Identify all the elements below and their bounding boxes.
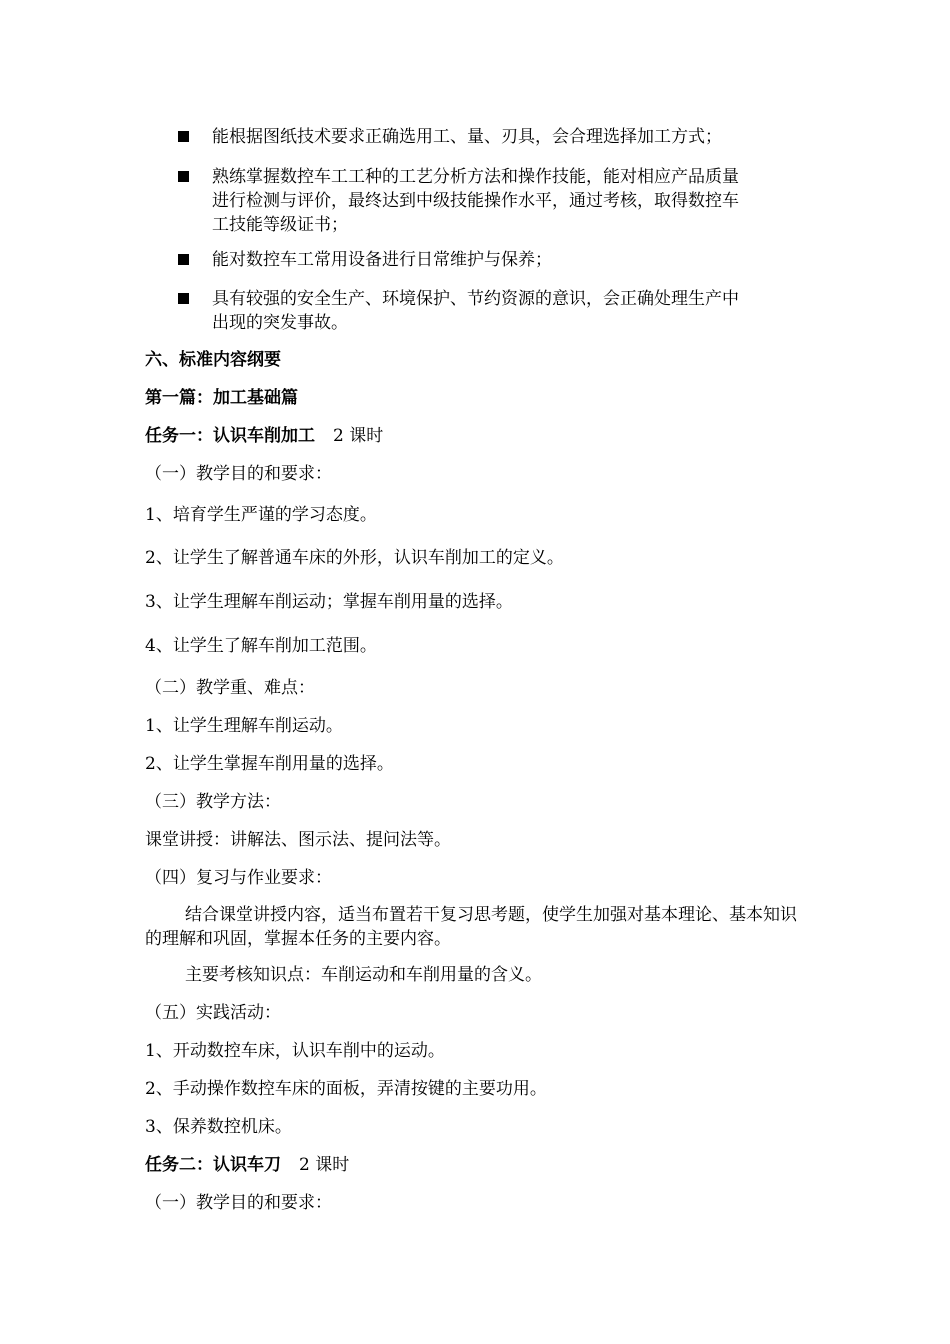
list-item: 1、让学生理解车削运动。: [145, 716, 343, 736]
section-heading: 六、标准内容纲要: [145, 350, 281, 370]
bullet-text: 能对数控车工常用设备进行日常维护与保养；: [212, 250, 552, 270]
task1-s5-heading: （五）实践活动：: [145, 1003, 281, 1023]
bullet-item: [178, 165, 818, 237]
task1-s4-paragraph: 主要考核知识点：车削运动和车削用量的含义。: [185, 965, 542, 985]
task1-s1-heading: （一）教学目的和要求：: [145, 464, 332, 484]
task2-hours: 2 课时: [299, 1155, 350, 1175]
task1-s3-text: 课堂讲授：讲解法、图示法、提问法等。: [145, 830, 451, 850]
square-bullet-icon: [178, 254, 189, 265]
task1-s4-paragraph: 结合课堂讲授内容，适当布置若干复习思考题，使学生加强对基本理论、基本知识的理解和巩固，掌握本任务的主要内容。: [145, 905, 797, 949]
list-item: 1、开动数控车床，认识车削中的运动。: [145, 1041, 445, 1061]
task2-heading: [145, 1153, 825, 1177]
list-item: 4、让学生了解车削加工范围。: [145, 636, 377, 656]
list-item: 2、手动操作数控车床的面板，弄清按键的主要功用。: [145, 1079, 547, 1099]
task1-title: 任务一：认识车削加工: [145, 426, 315, 446]
square-bullet-icon: [178, 293, 189, 304]
list-item: 1、培育学生严谨的学习态度。: [145, 505, 377, 525]
list-item: 3、保养数控机床。: [145, 1117, 292, 1137]
square-bullet-icon: [178, 171, 189, 182]
part-heading: 第一篇：加工基础篇: [145, 388, 298, 408]
task1-heading: [145, 424, 825, 448]
bullet-text: 具有较强的安全生产、环境保护、节约资源的意识，会正确处理生产中 出现的突发事故。: [212, 289, 739, 333]
bullet-item: [178, 248, 818, 272]
task2-title: 任务二：认识车刀: [145, 1155, 281, 1175]
bullet-item: [178, 125, 818, 149]
square-bullet-icon: [178, 131, 189, 142]
task2-s1-heading: （一）教学目的和要求：: [145, 1193, 332, 1213]
bullet-text: 能根据图纸技术要求正确选用工、量、刃具，会合理选择加工方式；: [212, 127, 722, 147]
task1-s3-heading: （三）教学方法：: [145, 792, 281, 812]
task1-s2-heading: （二）教学重、难点：: [145, 678, 315, 698]
list-item: 3、让学生理解车削运动；掌握车削用量的选择。: [145, 592, 513, 612]
bullet-item: [178, 287, 818, 335]
list-item: 2、让学生了解普通车床的外形，认识车削加工的定义。: [145, 548, 564, 568]
bullet-text: 熟练掌握数控车工工种的工艺分析方法和操作技能，能对相应产品质量 进行检测与评价，最终达到中级技能操作水平，通过考核，取得数控车 工技能等级证书；: [212, 167, 739, 235]
task1-hours: 2 课时: [333, 426, 384, 446]
task1-s4-heading: （四）复习与作业要求：: [145, 868, 332, 888]
list-item: 2、让学生掌握车削用量的选择。: [145, 754, 394, 774]
